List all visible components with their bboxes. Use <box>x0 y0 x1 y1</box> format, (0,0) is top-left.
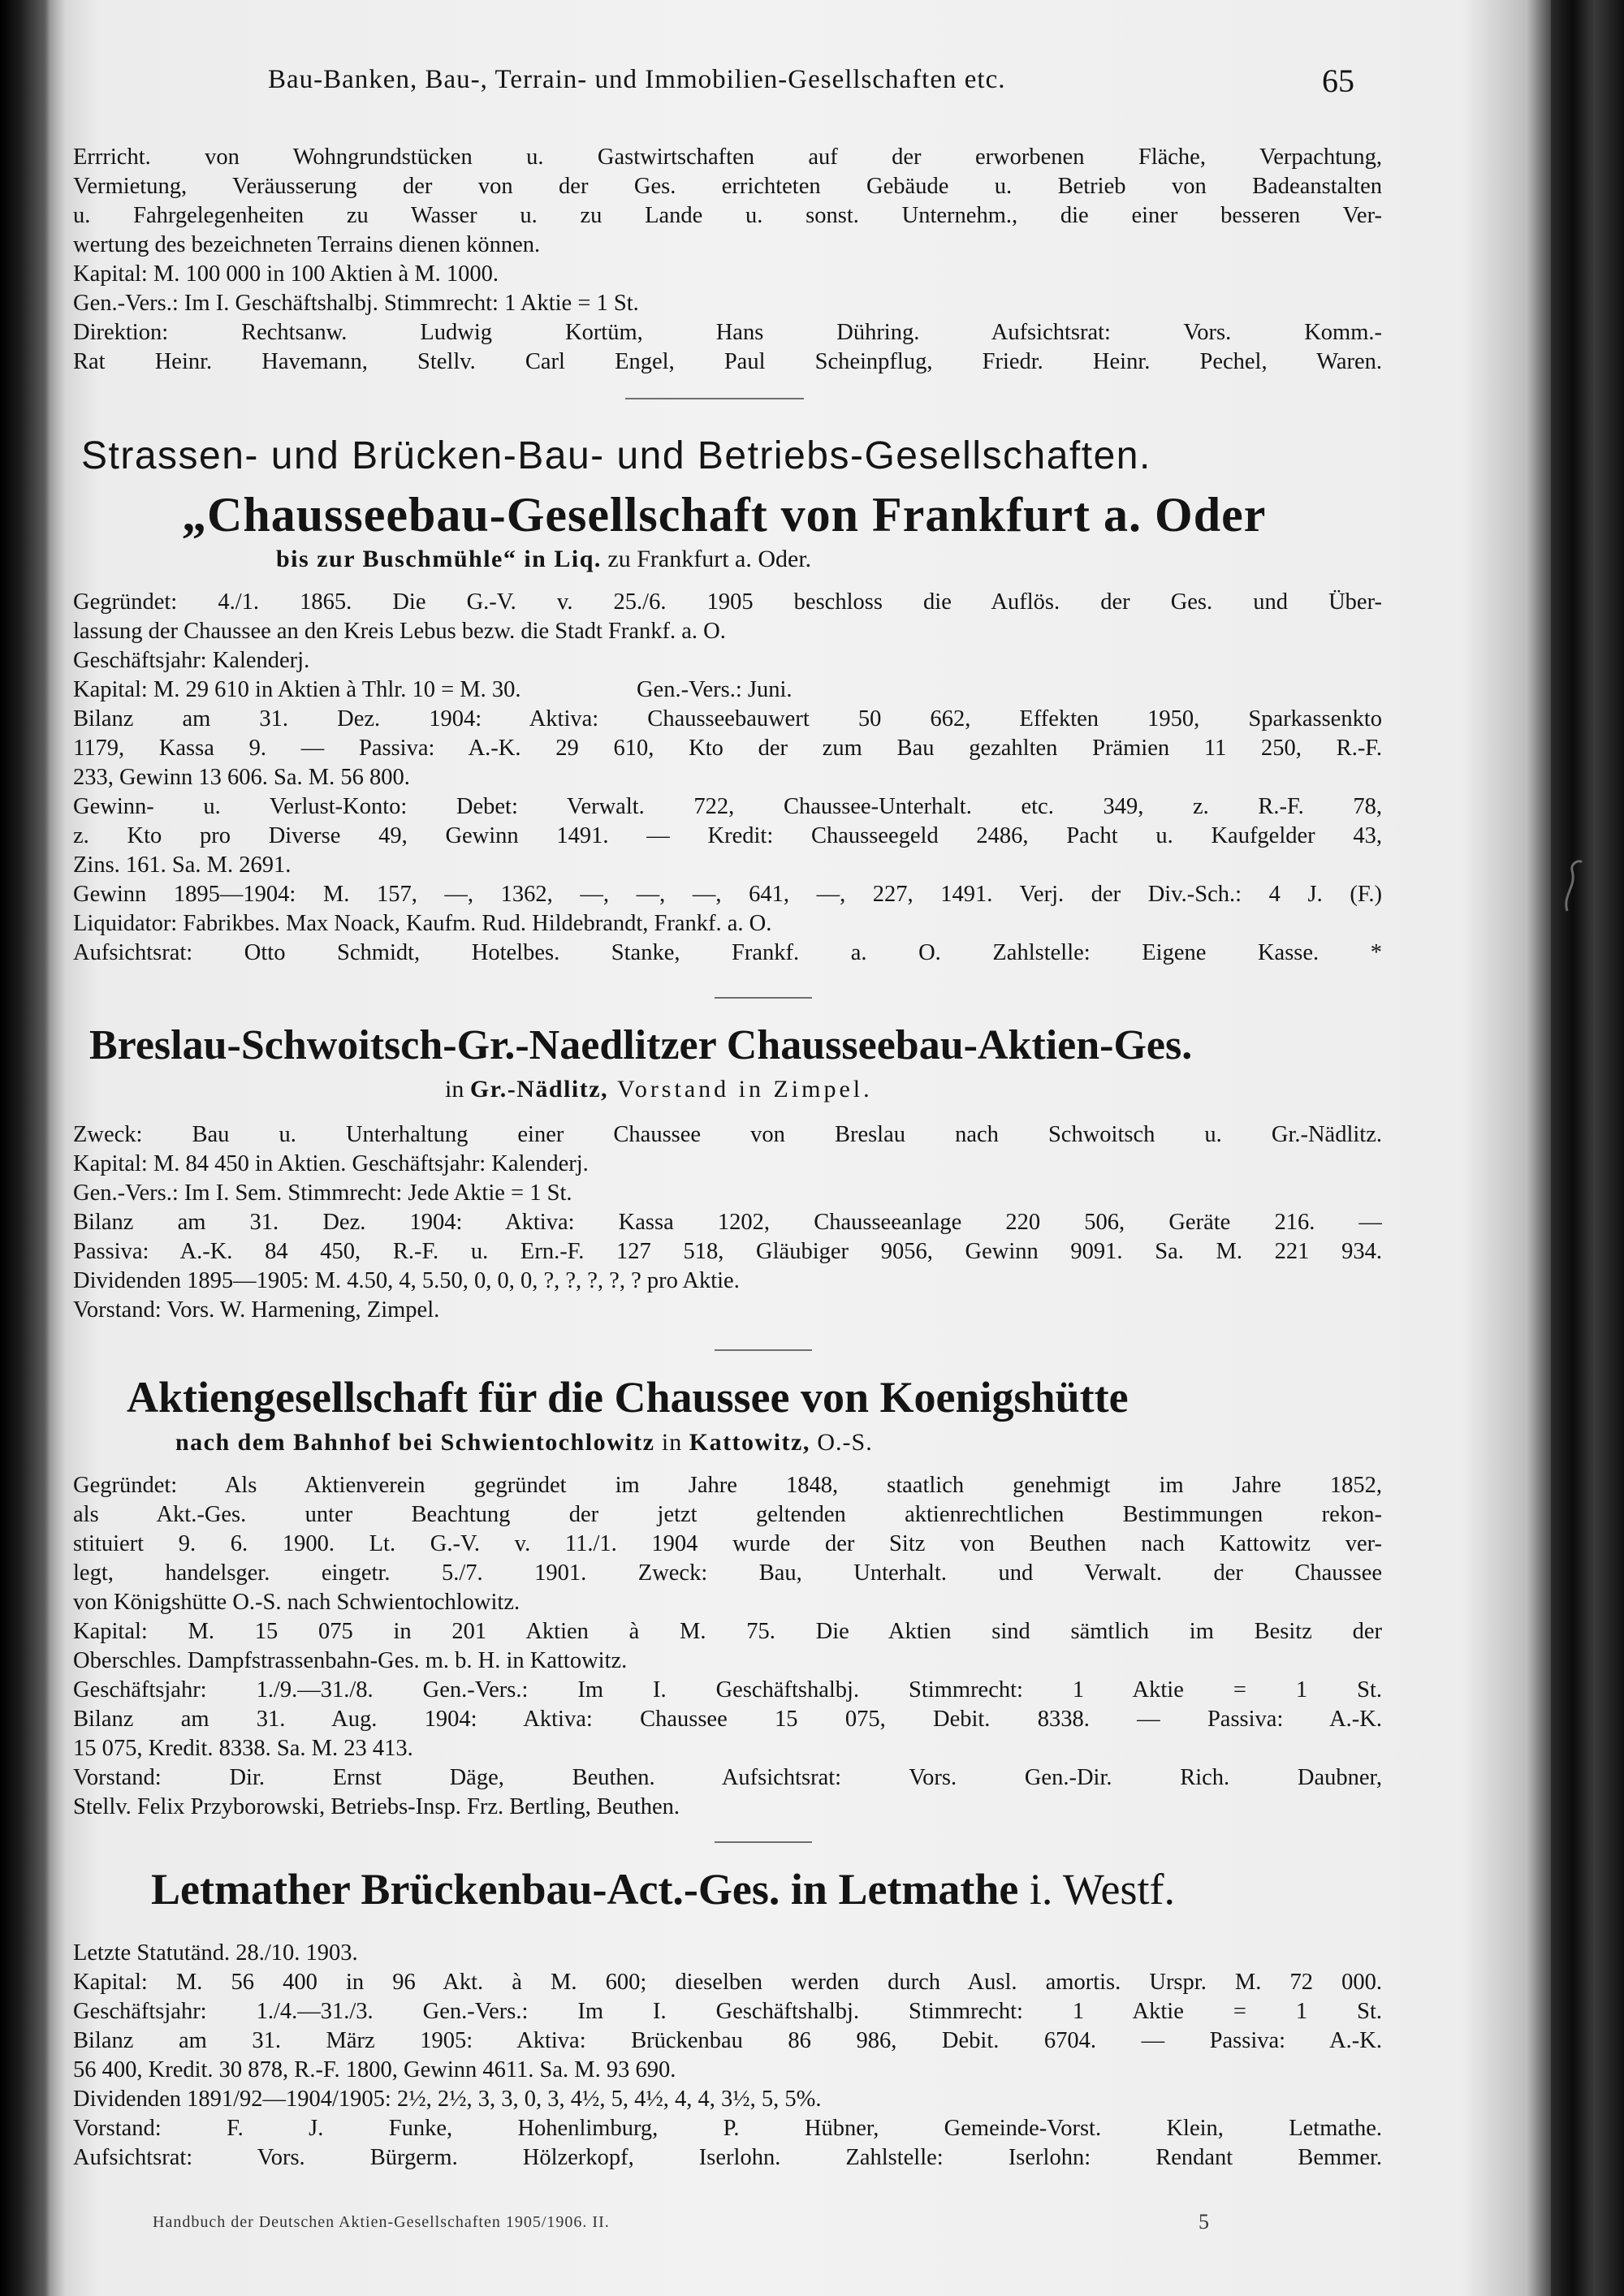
text-line: Bilanz am 31. Dez. 1904: Aktiva: Chausseebauwert 50 662, Effekten 1950, Sparkassenkto <box>73 706 1382 732</box>
company-subtitle <box>175 1429 873 1457</box>
company-body <box>73 1471 1382 1822</box>
text-line: Gegründet: Als Aktienverein gegründet im Jahre 1848, staatlich genehmigt im Jahre 1852, <box>73 1473 1382 1498</box>
company-body <box>73 1120 1382 1325</box>
text-line: Passiva: A.-K. 84 450, R.-F. u. Ern.-F. 127 518, Gläubiger 9056, Gewinn 9091. Sa. M. 221 934. <box>73 1239 1382 1264</box>
text-line: Bilanz am 31. Aug. 1904: Aktiva: Chaussee 15 075, Debit. 8338. — Passiva: A.-K. <box>73 1707 1382 1732</box>
text-line: lassung der Chaussee an den Kreis Lebus bezw. die Stadt Frankf. a. O. <box>73 619 726 644</box>
company-body <box>73 588 1382 968</box>
text-line: Vorstand: Dir. Ernst Däge, Beuthen. Aufsichtsrat: Vors. Gen.-Dir. Rich. Daubner, <box>73 1765 1382 1790</box>
page-left-edge <box>0 0 49 2296</box>
text-line: wertung des bezeichneten Terrains dienen können. <box>73 232 541 257</box>
text-line: Letzte Statutänd. 28./10. 1903. <box>73 1940 358 1966</box>
text-line: u. Fahrgelegenheiten zu Wasser u. zu Lande u. sonst. Unternehm., die einer besseren Ver- <box>73 203 1382 228</box>
company-subtitle-bold: bis zur Buschmühle“ in Liq. <box>276 546 602 572</box>
text-line: Zweck: Bau u. Unterhaltung einer Chaussee von Breslau nach Schwoitsch u. Gr.-Nädlitz. <box>73 1122 1382 1147</box>
running-header-title: Bau-Banken, Bau-, Terrain- und Immobilien-Gesellschaften etc. <box>268 65 1006 94</box>
text-line: Oberschles. Dampfstrassenbahn-Ges. m. b. H. in Kattowitz. <box>73 1648 628 1673</box>
footer-text: Handbuch der Deutschen Aktien-Gesellschaften 1905/1906. II. <box>153 2213 610 2231</box>
separator-rule <box>715 997 812 999</box>
text-line: legt, handelsger. eingetr. 5./7. 1901. Zweck: Bau, Unterhalt. und Verwalt. der Chaussee <box>73 1560 1382 1586</box>
text-line: Rat Heinr. Havemann, Stellv. Carl Engel, Paul Scheinpflug, Friedr. Heinr. Pechel, Waren. <box>73 349 1382 374</box>
text-line: Gegründet: 4./1. 1865. Die G.-V. v. 25./6. 1905 beschloss die Auflös. der Ges. und Über- <box>73 589 1382 615</box>
text-line: Geschäftsjahr: 1./4.—31./3. Gen.-Vers.: Im I. Geschäftshalbj. Stimmrecht: 1 Aktie = 1 St. <box>73 1999 1382 2024</box>
text-line: Geschäftsjahr: Kalenderj. <box>73 648 310 673</box>
text-line: Dividenden 1891/92—1904/1905: 2½, 2½, 3, 3, 0, 3, 4½, 5, 4½, 4, 4, 3½, 5, 5%. <box>73 2087 822 2112</box>
book-binding-edge <box>1551 0 1624 2296</box>
company-subtitle-rest: zu Frankfurt a. Oder. <box>601 546 812 572</box>
company-subtitle-rest-2: O.-S. <box>810 1429 873 1456</box>
text-line: Stellv. Felix Przyborowski, Betriebs-Insp. Frz. Bertling, Beuthen. <box>73 1794 680 1819</box>
text-line: Kapital: M. 84 450 in Aktien. Geschäftsjahr: Kalenderj. <box>73 1151 589 1176</box>
company-subtitle <box>276 546 811 573</box>
text-line: Liquidator: Fabrikbes. Max Noack, Kaufm. Rud. Hildebrandt, Frankf. a. O. <box>73 911 772 936</box>
company-subtitle <box>445 1076 873 1103</box>
text-line: von Königshütte O.-S. nach Schwientochlowitz. <box>73 1590 520 1615</box>
separator-rule <box>715 1349 812 1351</box>
text-line: stituiert 9. 6. 1900. Lt. G.-V. v. 11./1. 1904 wurde der Sitz von Beuthen nach Kattowitz ver- <box>73 1531 1382 1556</box>
text-line: Zins. 161. Sa. M. 2691. <box>73 852 292 878</box>
text-line: Kapital: M. 56 400 in 96 Akt. à M. 600; dieselben werden durch Ausl. amortis. Urspr. M. 72 000. <box>73 1970 1382 1995</box>
text-line: als Akt.-Ges. unter Beachtung der jetzt geltenden aktienrechtlichen Bestimmungen rekon- <box>73 1502 1382 1527</box>
text-line: Direktion: Rechtsanw. Ludwig Kortüm, Hans Dühring. Aufsichtsrat: Vors. Komm.- <box>73 320 1382 345</box>
text-line: Aufsichtsrat: Vors. Bürgerm. Hölzerkopf, Iserlohn. Zahlstelle: Iserlohn: Rendant Bemmer. <box>73 2145 1382 2170</box>
text-line: Bilanz am 31. März 1905: Aktiva: Brückenbau 86 986, Debit. 6704. — Passiva: A.-K. <box>73 2028 1382 2053</box>
text-line: 56 400, Kredit. 30 878, R.-F. 1800, Gewinn 4611. Sa. M. 93 690. <box>73 2057 676 2082</box>
intro-block <box>73 143 1382 377</box>
text-line: z. Kto pro Diverse 49, Gewinn 1491. — Kredit: Chausseegeld 2486, Pacht u. Kaufgelder 43, <box>73 823 1382 848</box>
text-line: Gewinn 1895—1904: M. 157, —, 1362, —, —, —, 641, —, 227, 1491. Verj. der Div.-Sch.: 4 J. (F.) <box>73 882 1382 907</box>
separator-rule <box>715 1841 812 1843</box>
company-subtitle-pre: in <box>445 1076 470 1103</box>
text-line: Vorstand: Vors. W. Harmening, Zimpel. <box>73 1297 440 1323</box>
text-line: Geschäftsjahr: 1./9.—31./8. Gen.-Vers.: Im I. Geschäftshalbj. Stimmrecht: 1 Aktie = 1 St. <box>73 1677 1382 1703</box>
text-line: Dividenden 1895—1905: M. 4.50, 4, 5.50, 0, 0, 0, ?, ?, ?, ?, ? pro Aktie. <box>73 1268 740 1293</box>
company-subtitle-rest: in <box>654 1429 689 1456</box>
company-subtitle-bold: nach dem Bahnhof bei Schwientochlowitz <box>175 1429 655 1456</box>
text-line: Gewinn- u. Verlust-Konto: Debet: Verwalt. 722, Chaussee-Unterhalt. etc. 349, z. R.-F. 78, <box>73 794 1382 819</box>
text-line: Vorstand: F. J. Funke, Hohenlimburg, P. Hübner, Gemeinde-Vorst. Klein, Letmathe. <box>73 2116 1382 2141</box>
company-title-main: Letmather Brückenbau-Act.-Ges. in Letmathe <box>151 1865 1019 1914</box>
company-title: „Chausseebau-Gesellschaft von Frankfurt a. Oder <box>182 488 1267 542</box>
text-line: 15 075, Kredit. 8338. Sa. M. 23 413. <box>73 1736 413 1761</box>
text-line: Kapital: M. 29 610 in Aktien à Thlr. 10 = M. 30. Gen.-Vers.: Juni. <box>73 677 793 702</box>
company-title: Aktiengesellschaft für die Chaussee von Koenigshütte <box>127 1373 1129 1422</box>
text-line: 1179, Kassa 9. — Passiva: A.-K. 29 610, Kto der zum Bau gezahlten Prämien 11 250, R.-F. <box>73 736 1382 761</box>
company-body <box>73 1939 1382 2173</box>
text-line: Gen.-Vers.: Im I. Sem. Stimmrecht: Jede Aktie = 1 St. <box>73 1180 572 1206</box>
text-line: Gen.-Vers.: Im I. Geschäftshalbj. Stimmrecht: 1 Aktie = 1 St. <box>73 291 639 316</box>
company-subtitle-rest: Vorstand in Zimpel. <box>608 1076 873 1103</box>
text-line: 233, Gewinn 13 606. Sa. M. 56 800. <box>73 765 410 790</box>
section-heading: Strassen- und Brücken-Bau- und Betriebs-Gesellschaften. <box>81 434 1151 477</box>
text-line: Vermietung, Veräusserung der von der Ges. errichteten Gebäude u. Betrieb von Badeanstalten <box>73 174 1382 199</box>
margin-mark-icon <box>1561 854 1588 919</box>
company-subtitle-bold: Gr.-Nädlitz, <box>469 1076 609 1103</box>
text-line: Kapital: M. 15 075 in 201 Aktien à M. 75. Die Aktien sind sämtlich im Besitz der <box>73 1619 1382 1644</box>
text-line: Bilanz am 31. Dez. 1904: Aktiva: Kassa 1202, Chausseeanlage 220 506, Geräte 216. — <box>73 1210 1382 1235</box>
company-title <box>151 1864 1175 1914</box>
company-title: Breslau-Schwoitsch-Gr.-Naedlitzer Chausseebau-Aktien-Ges. <box>89 1022 1193 1068</box>
page-number: 65 <box>1322 63 1354 99</box>
text-line: Kapital: M. 100 000 in 100 Aktien à M. 1000. <box>73 261 499 287</box>
footer-signature: 5 <box>1199 2210 1209 2233</box>
text-line: Errricht. von Wohngrundstücken u. Gastwirtschaften auf der erworbenen Fläche, Verpachtung, <box>73 145 1382 170</box>
text-line: Aufsichtsrat: Otto Schmidt, Hotelbes. Stanke, Frankf. a. O. Zahlstelle: Eigene Kasse. * <box>73 940 1382 965</box>
company-title-tail: i. Westf. <box>1018 1865 1176 1914</box>
company-subtitle-bold-2: Kattowitz, <box>689 1429 810 1456</box>
separator-rule <box>625 398 804 399</box>
